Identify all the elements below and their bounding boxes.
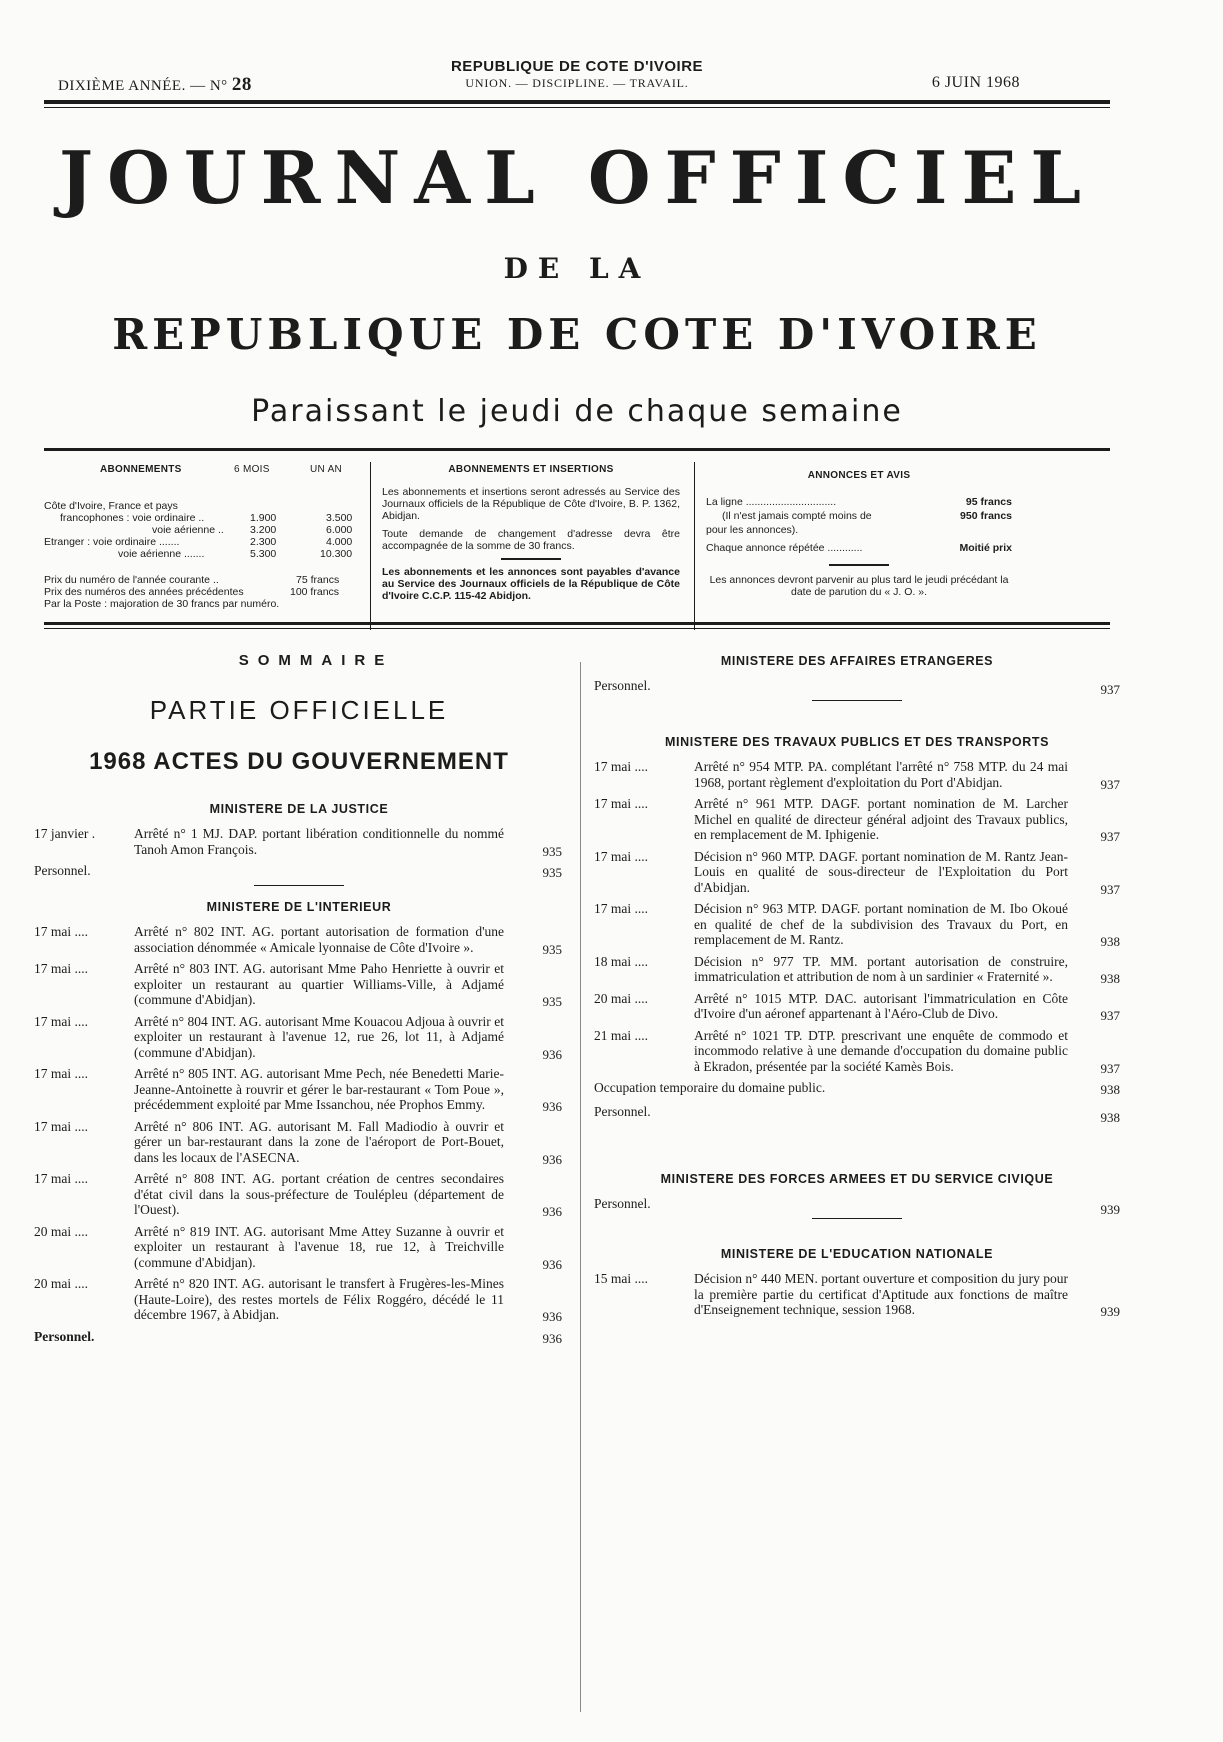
journal-page: [34, 52, 1120, 1732]
page-number: 936: [542, 1256, 562, 1272]
list-item: 20 mai .... Arrêté n° 820 INT. AG. autorisant le transfert à Frugères-les-Mines (Haute-Loire), des restes mortels de Félix Roggéro, décédé le 11 décembre 1967, à Abidjan. 936: [34, 1276, 562, 1324]
journal-title: JOURNAL OFFICIEL: [59, 135, 1095, 220]
list-item: 21 mai .... Arrêté n° 1021 TP. DTP. prescrivant une enquête de commodo et incommodo relative à une demande d'occupation du domaine public à Ekradon, présentée par la société Kamès Bois. 937: [594, 1027, 1120, 1076]
annonce-ligne: La ligne ............................... 95 francs: [706, 496, 1012, 508]
issue-date: 6 JUIN 1968: [931, 74, 1020, 91]
page-number: 937: [1100, 776, 1120, 792]
page-number: 935: [542, 843, 562, 859]
price-row: francophones : voie ordinaire .. 1.900 3.500: [60, 512, 353, 524]
list-item: 17 mai .... Arrêté n° 954 MTP. PA. complétant l'arrêté n° 758 MTP. du 24 mai 1968, portant règlement d'exploitation du Port d'Abidjan. 937: [594, 759, 1120, 792]
personnel-item: Personnel. 936: [34, 1328, 562, 1346]
edition-label: DIXIÈME ANNÉE. — N° 28: [58, 74, 252, 95]
annonces-column: ANNONCES ET AVIS La ligne ............................... 95 francs (Il n'est jamais compté moins de 950 francs pour les annonces). Chaque annonce répétée ............ Moitié prix Les annonces devront parvenir au plus tard le jeudi précédant la date de parution du « J. O. ».: [706, 470, 1012, 598]
partie-officielle-heading: PARTIE OFFICIELLE: [149, 695, 449, 725]
page-number: 937: [1100, 1060, 1120, 1076]
abonnements-header: ABONNEMENTS: [100, 464, 182, 475]
page-number: 939: [1100, 1304, 1120, 1319]
page-number: 938: [1100, 971, 1120, 986]
page-number: 935: [542, 865, 562, 880]
page-number: 937: [1100, 829, 1120, 844]
col-1an: UN AN: [310, 464, 343, 475]
column-divider: [580, 662, 581, 1712]
issue-number: 28: [231, 74, 252, 95]
list-item: 18 mai .... Décision n° 977 TP. MM. portant autorisation de construire, immatriculation et attribution de nom à un sardinier « Fraternité ». 938: [594, 953, 1120, 986]
occupation-item: Occupation temporaire du domaine public. 938: [594, 1080, 1120, 1097]
page-number: 938: [1100, 1082, 1120, 1097]
page-number: 936: [542, 1309, 562, 1324]
personnel-item: Personnel. 937: [594, 678, 1120, 697]
list-item: 17 mai .... Décision n° 960 MTP. DAGF. portant nomination de M. Rantz Jean-Louis en qualité de sous-directeur de l'Exploitation du Port d'Abidjan. 937: [594, 848, 1120, 897]
page-number: 939: [1100, 1202, 1120, 1217]
price-row: voie aérienne .. 3.200 6.000: [152, 524, 353, 536]
masthead-topline: [34, 52, 1120, 106]
list-item: 17 mai .... Arrêté n° 806 INT. AG. autorisant M. Fall Madiodio à ouvrir et gérer un bar-restaurant dans la zone de l'aéroport de Port-Bouet, dans les locaux de l'ASECNA. 936: [34, 1118, 562, 1167]
page-number: 936: [542, 1330, 562, 1346]
ministry-heading-justice: MINISTERE DE LA JUSTICE: [209, 802, 389, 816]
page-number: 937: [1100, 881, 1120, 897]
list-item: 17 mai .... Arrêté n° 961 MTP. DAGF. portant nomination de M. Larcher Michel en qualité de directeur général adjoint des Travaux publics, en remplacement de M. Iphigenie. 937: [594, 796, 1120, 844]
insertions-payment: Les abonnements et les annonces sont payables d'avance au Service des Journaux officiels de la République de Côte d'Ivoire C.C.P. 115-42 Abidjon.: [382, 566, 680, 602]
abonnements-column: [44, 464, 364, 610]
insertions-change-address: Toute demande de changement d'adresse devra être accompagnée de la somme de 30 francs.: [382, 528, 680, 552]
masthead-rule: [44, 100, 1110, 104]
subs-divider: [694, 462, 695, 630]
ministry-heading-education: MINISTERE DE L'EDUCATION NATIONALE: [720, 1247, 994, 1261]
insertions-address: Les abonnements et insertions seront adressés au Service des Journaux officiels de la République de Côte d'Ivoire, B. P. 1362, Abidjan.: [382, 486, 680, 522]
price-row: voie aérienne ....... 5.300 10.300: [118, 548, 353, 560]
sommaire-title: SOMMAIRE: [238, 652, 394, 669]
page-number: 936: [542, 1204, 562, 1219]
page-number: 938: [1100, 1110, 1120, 1125]
journal-subtitle-de-la: DE LA: [503, 252, 651, 285]
publication-frequency: Paraissant le jeudi de chaque semaine: [251, 394, 903, 429]
list-item: 17 mai .... Arrêté n° 803 INT. AG. autorisant Mme Paho Henriette à ouvrir et exploiter un restaurant au quartier Williams-Ville, à Adjamé (commune d'Abidjan). 935: [34, 961, 562, 1009]
subs-divider: [370, 462, 371, 630]
list-item: 17 mai .... Arrêté n° 802 INT. AG. portant autorisation de formation d'une association dénommée « Amicale lyonnaise de Côte d'Ivoire ». 935: [34, 924, 562, 957]
journal-subtitle-republic: REPUBLIQUE DE COTE D'IVOIRE: [112, 310, 1042, 359]
subs-bottom-rule: [44, 622, 1110, 625]
price-row: Etranger : voie ordinaire ....... 2.300 4.000: [44, 536, 353, 548]
personnel-item: Personnel. 935: [34, 863, 562, 880]
page-number: 938: [1100, 934, 1120, 949]
ministry-heading-forces: MINISTERE DES FORCES ARMEES ET DU SERVICE CIVIQUE: [660, 1172, 1054, 1186]
page-number: 936: [542, 1099, 562, 1114]
ministry-heading-etrangeres: MINISTERE DES AFFAIRES ETRANGERES: [720, 654, 994, 668]
actes-gouvernement-heading: 1968 ACTES DU GOUVERNEMENT: [89, 748, 509, 775]
ministry-heading-interieur: MINISTERE DE L'INTERIEUR: [206, 900, 392, 914]
annonce-deadline: Les annonces devront parvenir au plus tard le jeudi précédant la date de parution du « J. O. ».: [709, 574, 1009, 598]
list-item: 20 mai .... Arrêté n° 1015 MTP. DAC. autorisant l'immatriculation en Côte d'Ivoire d'un aéronef appartenant à l'Aéro-Club de Divo. 937: [594, 990, 1120, 1023]
subs-top-rule: [44, 448, 1110, 451]
list-item: 15 mai .... Décision n° 440 MEN. portant ouverture et composition du jury pour la première partie du certificat d'Aptitude aux fonctions de maître d'Enseignement technique, session 1968. 939: [594, 1271, 1120, 1319]
list-item: 20 mai .... Arrêté n° 819 INT. AG. autorisant Mme Attey Suzanne à ouvrir et exploiter un restaurant à l'avenue 18, rue 12, à Treichville (commune d'Abidjan). 936: [34, 1223, 562, 1272]
sommaire-right-column: [594, 652, 1120, 1324]
personnel-item: Personnel. 938: [594, 1104, 1120, 1125]
list-item: 17 mai .... Décision n° 963 MTP. DAGF. portant nomination de M. Ibo Okoué en qualité de chef de la subdivision des Travaux du Port, en remplacement de M. Rantz. 938: [594, 901, 1120, 949]
personnel-item: Personnel. 939: [594, 1196, 1120, 1217]
subs-bottom-rule-thin: [44, 628, 1110, 629]
national-motto: UNION. — DISCIPLINE. — TRAVAIL.: [465, 76, 689, 90]
sommaire-left-column: [34, 652, 564, 1349]
republic-name: REPUBLIQUE DE COTE D'IVOIRE: [450, 58, 704, 75]
insertions-column: [382, 464, 680, 608]
price-notes: Prix du numéro de l'année courante .. 75 francs Prix des numéros des années précédentes 100 francs Par la Poste : majoration de 30 francs par numéro.: [44, 574, 340, 610]
list-item: 17 mai .... Arrêté n° 805 INT. AG. autorisant Mme Pech, née Benedetti Marie-Jeanne-Antoinette à rouvrir et gérer le bar-restaurant « Tom Poue », précédemment exploité par Mme Issanchou, née Prophos Emmy. 936: [34, 1066, 562, 1114]
page-number: 936: [542, 1151, 562, 1167]
ministry-heading-travaux: MINISTERE DES TRAVAUX PUBLICS ET DES TRANSPORTS: [664, 735, 1050, 749]
page-number: 937: [1100, 682, 1120, 697]
annonce-minimum: (Il n'est jamais compté moins de 950 francs: [722, 510, 1012, 522]
page-number: 935: [542, 941, 562, 957]
masthead-rule-thin: [44, 107, 1110, 108]
col-6mois: 6 MOIS: [234, 464, 270, 475]
page-number: 937: [1100, 1008, 1120, 1023]
list-item: 17 mai .... Arrêté n° 804 INT. AG. autorisant Mme Kouacou Adjoua à ouvrir et exploiter un restaurant à l'avenue 12, rue 26, lot 11, à Adjamé (commune d'Abidjan). 936: [34, 1013, 562, 1062]
page-number: 935: [542, 994, 562, 1009]
subscription-box: [44, 452, 1110, 638]
annonce-repetee: Chaque annonce répétée ............ Moitié prix: [706, 542, 1012, 554]
page-number: 936: [542, 1046, 562, 1062]
price-row: Côte d'Ivoire, France et pays: [44, 500, 178, 512]
list-item: 17 janvier . Arrêté n° 1 MJ. DAP. portant libération conditionnelle du nommé Tanoh Amon François. 935: [34, 826, 562, 859]
annonces-header: ANNONCES ET AVIS: [807, 470, 911, 481]
list-item: 17 mai .... Arrêté n° 808 INT. AG. portant création de centres secondaires d'état civil dans la sous-préfecture de Toulépleu (département de l'Ouest). 936: [34, 1171, 562, 1219]
insertions-header: ABONNEMENTS ET INSERTIONS: [448, 464, 614, 475]
